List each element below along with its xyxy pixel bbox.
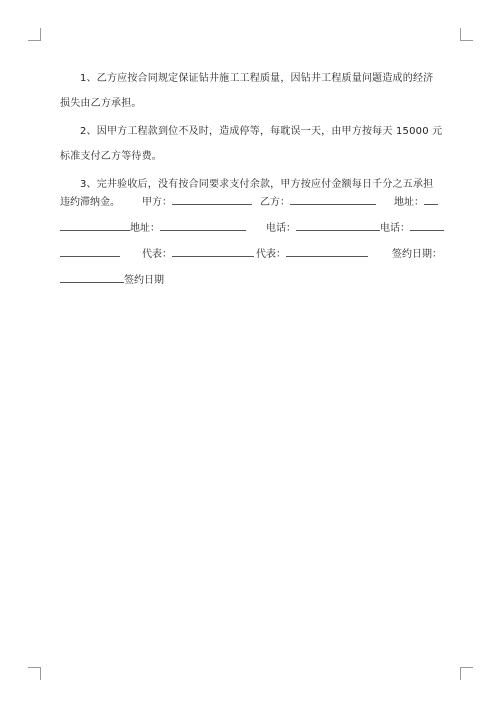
clause-1-line-2: 损失由乙方承担。 [60,98,142,109]
clause-2 [60,119,444,169]
corner-mark-bottom-left [28,667,41,680]
phone-blank-2[interactable] [410,219,444,231]
party-b-label: 乙方： [260,197,290,208]
address-label-1: 地址： [394,197,424,208]
clause-2-line-2: 标准支付乙方等待费。 [60,151,162,162]
clause-1 [60,66,444,116]
address-blank-1[interactable] [424,193,438,205]
rep-blank-1[interactable] [172,245,254,257]
rep-blank-2[interactable] [286,245,368,257]
sign-date-field-2 [60,271,164,286]
phone-blank-1[interactable] [296,219,380,231]
party-b-blank[interactable] [290,193,376,205]
party-b-field [260,193,376,208]
signature-row-1 [60,193,444,209]
address-blank-1-continued[interactable] [60,219,130,231]
phone-blank-2-continued[interactable] [60,245,120,257]
phone-label-2: 电话： [380,223,410,234]
signature-row-3 [60,245,444,261]
rep-label-1: 代表： [142,249,172,260]
sign-date-label-1: 签约日期： [392,249,442,260]
sign-date-blank-1[interactable] [60,271,124,283]
sign-date-field-1 [392,245,442,260]
address-label-2: 地址： [130,223,160,234]
corner-mark-top-left [28,28,41,41]
rep-field-2 [256,245,368,260]
party-a-blank[interactable] [172,193,252,205]
party-a-label: 甲方： [142,197,172,208]
rep-label-2: 代表： [256,249,286,260]
phone-blank-continued [60,245,120,260]
rep-field-1 [142,245,254,260]
address-blank-2[interactable] [160,219,246,231]
contract-body [60,66,444,197]
clause-1-line-1: 1、乙方应按合同规定保证钻井施工工程质量，因钻井工程质量问题造成的经济 [80,73,434,84]
corner-mark-bottom-right [460,667,473,680]
address-field-2 [130,219,246,234]
signature-row-4 [60,271,444,287]
party-a-field [142,193,252,208]
address-field-1 [394,193,438,208]
phone-label-1: 电话： [266,223,296,234]
phone-field-1 [266,219,380,234]
corner-mark-top-right [460,28,473,41]
clause-2-line-1: 2、因甲方工程款到位不及时，造成停等，每耽误一天，由甲方按每天 15000 元 [80,126,443,137]
clause-3-line-1: 3、完井验收后，没有按合同要求支付余款，甲方按应付金额每日千分之五承担 [80,179,434,190]
address-blank-continued [60,219,130,234]
phone-field-2 [380,219,444,234]
signature-row-2 [60,219,444,235]
sign-date-label-2: 签约日期 [124,275,164,286]
clause-3-line-2: 违约滞纳金。 [60,197,120,208]
